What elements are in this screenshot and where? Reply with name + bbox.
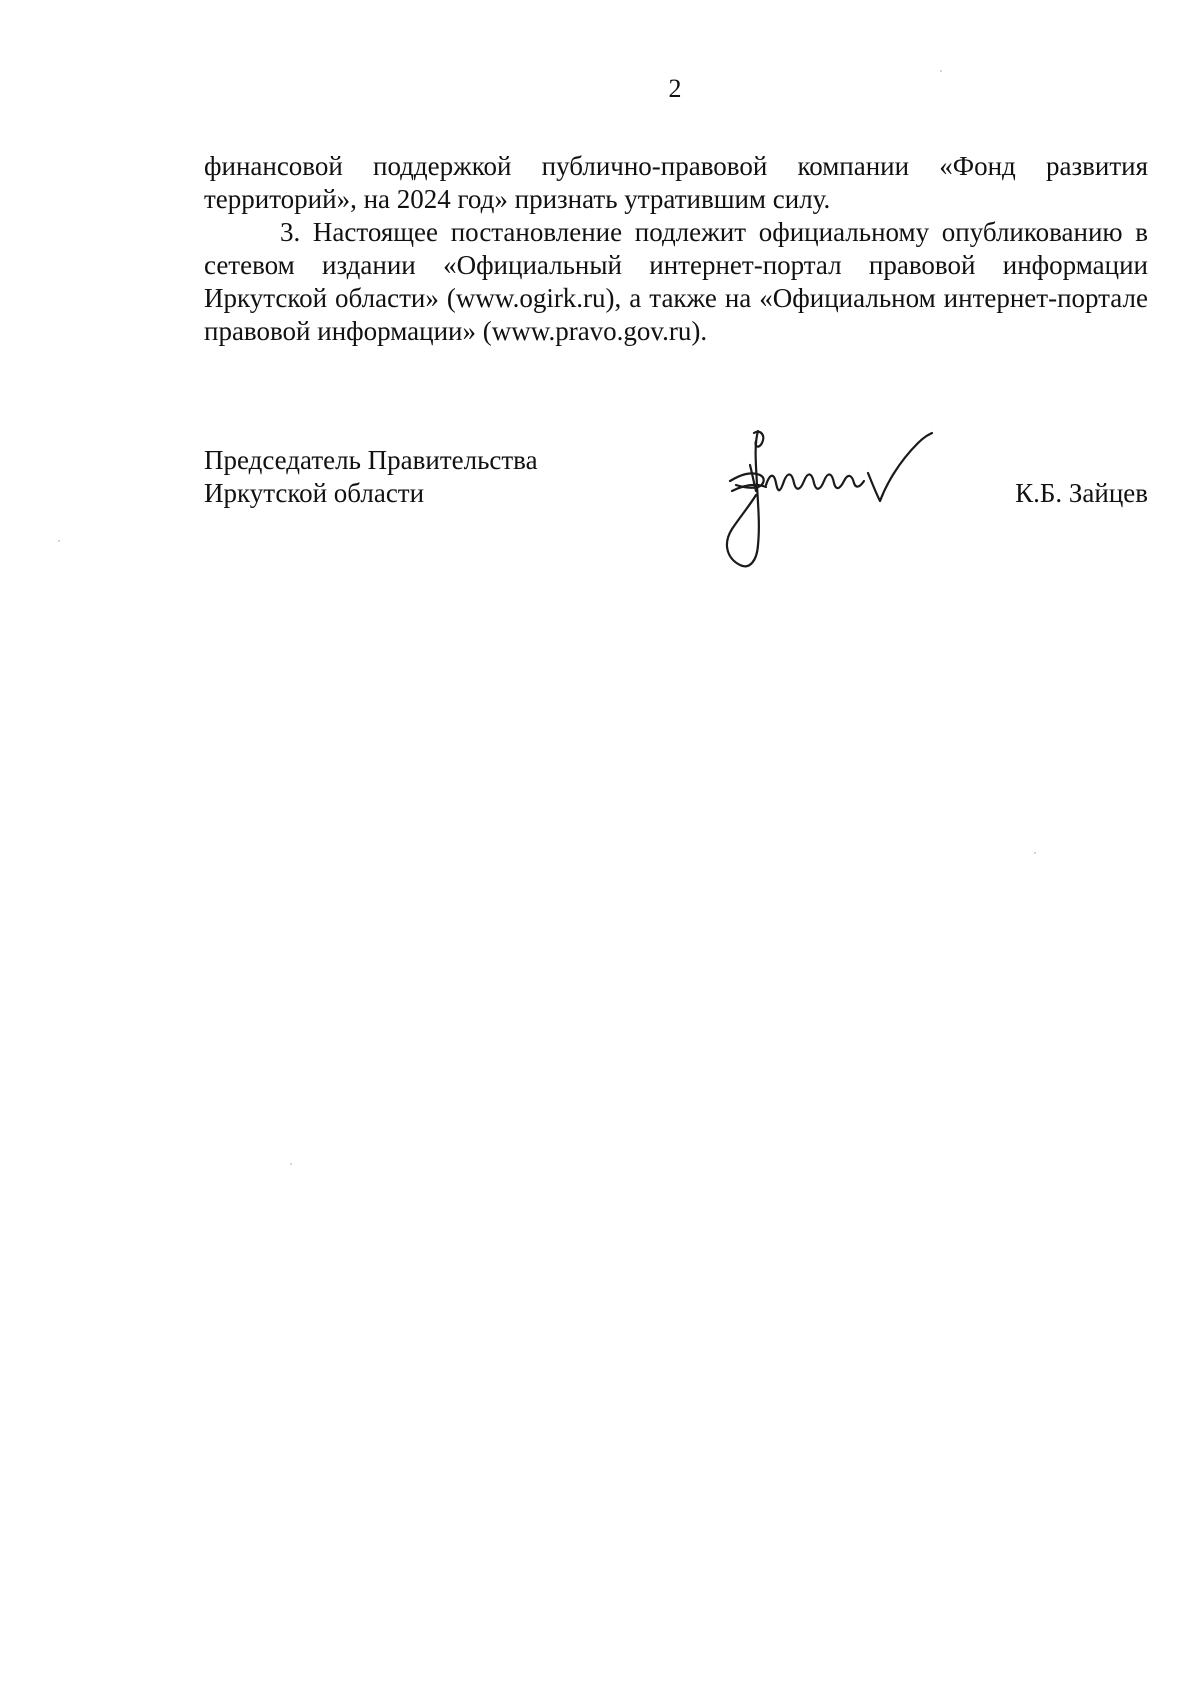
signer-title-line-2: Иркутской области (204, 478, 425, 508)
signer-title (204, 444, 538, 510)
signer-title-line-1: Председатель Правительства (204, 445, 538, 475)
scan-speck (58, 540, 60, 542)
scan-speck (1034, 852, 1036, 854)
handwritten-signature-icon (710, 425, 970, 585)
signer-name: К.Б. Зайцев (1015, 478, 1148, 508)
paragraph-publication: 3. Настоящее постановление подлежит официальному опубликованию в сетевом издании «Официальный интернет-портал правовой информации Иркутской области» (www.ogirk.ru), а также на «Официальном интернет-портале правовой информации» (www.pravo.gov.ru). (204, 217, 1148, 346)
scan-speck (290, 1163, 292, 1165)
paragraph-continuation: финансовой поддержкой публично-правовой компании «Фонд развития территорий», на 2024 год» признать утратившим силу. (204, 151, 1148, 214)
document-body (204, 150, 1148, 348)
scan-speck (940, 70, 942, 72)
page-number: 2 (668, 74, 682, 103)
